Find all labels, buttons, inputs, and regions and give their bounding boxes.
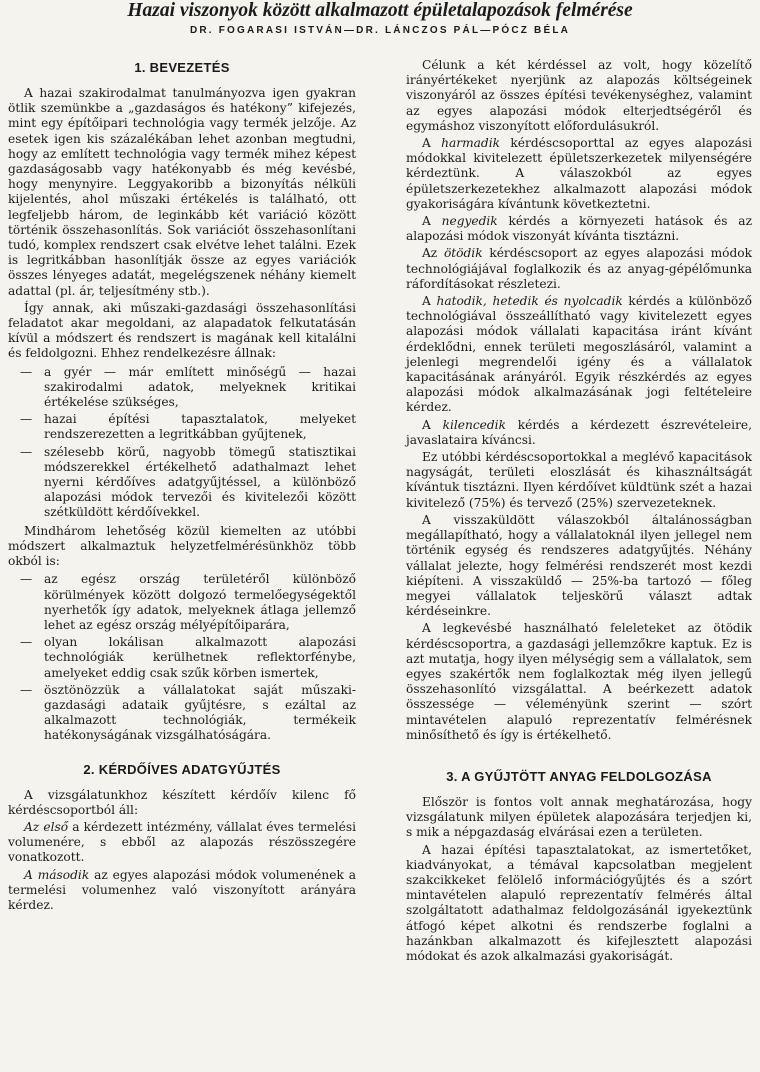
paragraph-text: kérdéscsoporttal az egyes alapozási módokkal kivitelezett épületszerkezetek milyenségére kérdeztünk. A válaszokból az egyes épületszerkezetekhez alkalmazott alapozási módok gyakoriságára kívántunk következtetni.: [406, 136, 752, 211]
emphasis: negyedik: [441, 214, 498, 229]
list-item: [20, 364, 356, 411]
paragraph: [406, 214, 752, 244]
paragraph-text: kérdés a különböző technológiával összeállítható vagy kivitelezett egyes alapozási módok vállalati kapacitása iránt kívánt érdeklődni, ennek területi megoszlásáról, valamint a jelenlegi megrendelői igény és a vállalatok kapacitásának arányáról. Egyik részkérdés az egyes alapozási módok alkalmazásának jogi feltételeire kérdez.: [406, 294, 752, 415]
paragraph: Ez utóbbi kérdéscsoportokkal a meglévő kapacitások nagyságát, területi eloszlását és kihasználtságát kívántuk tisztázni. Ilyen kérdőívet küldtünk szét a hazai kivitelező (75%) és tervező (25%) szervezeteknek.: [406, 450, 752, 510]
paragraph: A hazai építési tapasztalatokat, az ismertetőket, kiadványokat, a témával kapcsolatban megjelent szakcikkeket felölelő információgyűjtés és a szórt mintavételen alapuló reprezentatív felmérés által szolgáltatott adathalmaz feldolgozásánál igyekeztünk átfogó képet alkotni és rendszerbe foglalni a hazánkban alkalmazott és kifejlesztett alapozási módokat és azok alkalmazási gyakoriságát.: [406, 842, 752, 963]
section-heading-processing: 3. A GYŰJTÖTT ANYAG FELDOLGOZÁSA: [446, 768, 712, 784]
list-item: [20, 444, 356, 521]
section-heading-intro: 1. BEVEZETÉS: [134, 60, 230, 75]
paragraph: Célunk a két kérdéssel az volt, hogy közelítő irányértékeket nyerjünk az alapozás költségeinek viszonyáról az összes építési tevékenységhez, valamint az egyes alapozási módok elterjedtségéről és egymáshoz viszonyított előfordulásukról.: [406, 58, 752, 133]
paragraph: [406, 418, 752, 448]
bullet-list: [8, 572, 356, 743]
dash-bullet: —: [20, 635, 33, 650]
list-item: [20, 635, 356, 681]
paragraph: [406, 136, 752, 212]
paragraph: [406, 294, 752, 416]
paragraph: [406, 246, 752, 292]
paragraph-text: kérdés a kérdezett észrevételeire, javaslataira kíváncsi.: [406, 417, 752, 447]
paragraph-text: a kérdezett intézmény, vállalat éves termelési volumenére, s ebből az alapozás részösszegére vonatkozott.: [8, 819, 356, 865]
list-item: [20, 572, 356, 633]
list-item: [20, 682, 356, 744]
bullet-list: [8, 365, 356, 521]
paragraph: A visszaküldött válaszokból általánosságban megállapítható, hogy a vállalatoknál ilyen jellegel nem történik egység és rendszeres adatgyűjtés. Néhány vállalat jelezte, hogy felmérési rendszerét most kezdi kiépíteni. A visszaküldő — 25%-ba tartozó — főleg megyei vállalatok teljeskörű választ adtak kérdéseinkre.: [406, 512, 752, 619]
paragraph: [8, 820, 356, 866]
emphasis: A második: [24, 867, 90, 882]
paragraph: A hazai szakirodalmat tanulmányozva igen gyakran ötlik szemünkbe a „gazdaságos és hatékony” kifejezés, mint egy építőipari technológia vagy termék jelzője. Az esetek igen kis százalékában lehet azonban megtudni, hogy az említett technológia vagy termék mihez képest gazdaságosabb vagy hatékonyabb és még kevésbé, hogy menynyire. Leggyakoribb a bizonyítás nélküli kijelentés, ahol műszaki értékelés is található, ott legfeljebb három, de leginkább két variáció között történik összehasonlítás. Sok variációt összehasonlítani tudó, komplex rendszert csak elvétve lehet találni. Ezek is legritkábban hasonlítják össze az egyes variációk összes lényeges adatát, megelégszenek néhány kiemelt adattal (pl. ár, teljesítmény stb.).: [8, 86, 356, 298]
right-column: [406, 58, 752, 966]
emphasis: ötödik: [443, 246, 483, 261]
paragraph: A vizsgálatunkhoz készített kérdőív kilenc fő kérdéscsoportból áll:: [8, 787, 356, 817]
paragraph-text: A: [422, 214, 442, 229]
list-item-text: hazai építési tapasztalatok, melyeket rendszerezetten a legritkábban gyűjtenek,: [44, 412, 356, 442]
list-item-text: az egész ország területéről különböző körülmények között dolgozó termelőegységektől nyerhetők így adatok, melyeknek átlaga jellemző lehet az egész ország mélyépítőiparára,: [44, 572, 356, 632]
paragraph: Így annak, aki műszaki-gazdasági összehasonlítási feladatot akar megoldani, az alapadatok felkutatásán kívül a módszert és rendszert is magának kell kitalálni és feldolgozni. Ehhez rendelkezésre állnak:: [8, 300, 356, 361]
paragraph: [8, 868, 356, 914]
emphasis: harmadik: [441, 136, 501, 151]
paragraph: A legkevésbé használható feleleteket az ötödik kérdéscsoportra, a gazdasági jellemzőkre kaptuk. Ez is azt mutatja, hogy ilyen mélységig sem a vállalatok, sem egyes szakértők nem foglalkoztak még ilyen jellegű összehasonlító vizsgálattal. A beérkezett adatok összessége — véleményünk szerint — szórt mintavételen alapuló reprezentatív felmérésnek minősíthető és így is értékelhető.: [406, 621, 752, 742]
dash-bullet: —: [20, 364, 33, 379]
dash-bullet: —: [20, 412, 33, 427]
list-item-text: szélesebb körű, nagyobb tömegű statisztikai módszerekkel értékelhető adathalmazt lehet nyerni kérdőíves adatgyűjtéssel, a különböző alapozási módok tervezői és kivitelezői között szétküldött kérdőívekkel.: [44, 444, 356, 520]
dash-bullet: —: [20, 572, 33, 587]
left-column: [8, 58, 356, 915]
paragraph: Mindhárom lehetőség közül kiemelten az utóbbi módszert alkalmaztuk helyzetfelmérésünkhöz több okból is:: [8, 523, 356, 569]
emphasis: Az első: [24, 819, 69, 834]
paragraph-text: A: [422, 294, 437, 309]
dash-bullet: —: [20, 444, 33, 459]
emphasis: kilencedik: [442, 417, 506, 432]
list-item-text: a gyér — már említett minőségű — hazai szakirodalmi adatok, melyeknek kritikai értékelése szükséges,: [44, 364, 356, 410]
list-item-text: ösztönözzük a vállalatokat saját műszaki-gazdasági adataik gyűjtésre, s ezáltal az alkalmazott technológiák, termékeik hatékonyságának vizsgálhatóságára.: [44, 682, 356, 743]
article-authors: DR. FOGARASI ISTVÁN—DR. LÁNCZOS PÁL—PÓCZ BÉLA: [189, 25, 571, 36]
article-title: Hazai viszonyok között alkalmazott épületalapozások felmérése: [127, 0, 633, 21]
paragraph-text: az egyes alapozási módok volumenének a termelési volumenhez való viszonyított arányára kérdez.: [8, 867, 356, 912]
emphasis: hatodik, hetedik és nyolcadik: [436, 294, 623, 309]
dash-bullet: —: [20, 682, 33, 697]
list-item-text: olyan lokálisan alkalmazott alapozási technológiák kerülhetnek reflektorfénybe, amelyeket eddig csak szűk körben ismertek,: [44, 635, 356, 680]
paragraph: Először is fontos volt annak meghatározása, hogy vizsgálatunk milyen épületek alapozására terjedjen ki, s mik a népgazdaság elvárásai ezen a területen.: [406, 794, 752, 840]
paragraph-text: A: [422, 136, 442, 151]
paragraph-text: Az: [422, 246, 444, 261]
paragraph-text: kérdés a környezeti hatások és az alapozási módok viszonyát kívánta tisztázni.: [406, 214, 752, 244]
paragraph-text: A: [422, 417, 443, 432]
list-item: [20, 412, 356, 442]
section-heading-survey: 2. KÉRDŐÍVES ADATGYŰJTÉS: [83, 761, 281, 777]
paragraph-text: kérdéscsoport az egyes alapozási módok technológiájával foglalkozik és az anyag-gépélőmunka ráfordításokat részletezi.: [406, 246, 752, 291]
